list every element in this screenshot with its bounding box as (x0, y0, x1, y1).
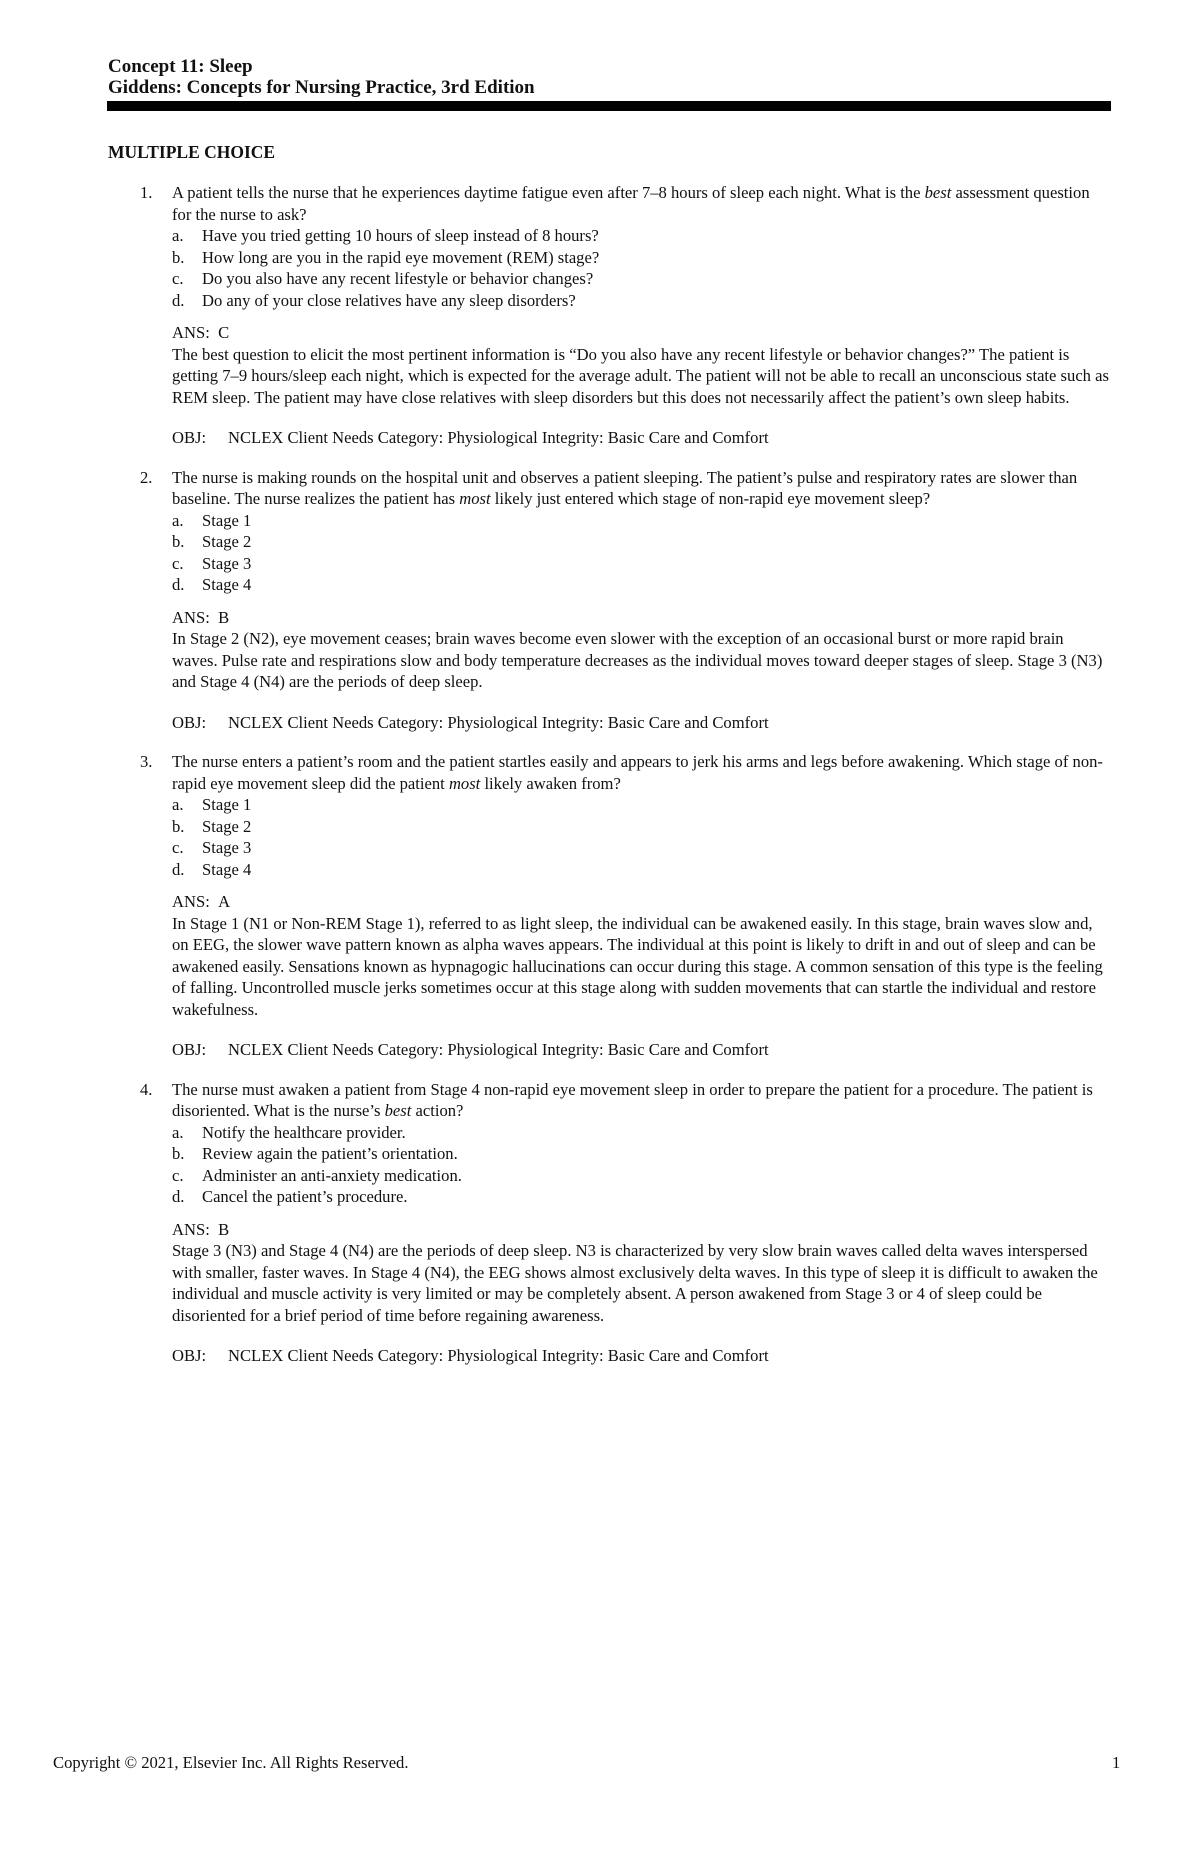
answer-rationale: In Stage 1 (N1 or Non-REM Stage 1), referred to as light sleep, the individual can be awakened easily. In this stage, brain waves slow and, on EEG, the slower wave pattern known as alpha waves appears. The individual at this point is likely to drift in and out of sleep and can be awakened easily. Sensations known as hypnagogic hallucinations can occur during this stage. A common sensation of this type is the feeling of falling. Uncontrolled muscle jerks sometimes occur at this stage along with sudden movements that can startle the individual and restore wakefulness. (172, 913, 1103, 1019)
option-letter: c. (172, 838, 184, 857)
option-text: Cancel the patient’s procedure. (202, 1187, 408, 1206)
stem-emphasis: most (448, 773, 481, 793)
objective (172, 1345, 1112, 1367)
question-number: 1. (140, 183, 153, 202)
option-letter: a. (172, 226, 184, 245)
option-letter: b. (172, 247, 185, 267)
option-text: Notify the healthcare provider. (202, 1122, 406, 1142)
option-letter: c. (172, 269, 184, 288)
objective-text: NCLEX Client Needs Category: Physiological Integrity: Basic Care and Comfort (228, 1346, 769, 1365)
answer-label: ANS: (172, 892, 210, 911)
option-letter: d. (172, 290, 185, 310)
stem-emphasis: best (384, 1101, 412, 1120)
answer-key (172, 322, 1112, 344)
book-title: Giddens: Concepts for Nursing Practice, 3rd Edition (108, 77, 535, 98)
option-text: Do any of your close relatives have any sleep disorders? (202, 290, 576, 310)
question-number: 3. (140, 752, 153, 771)
option-letter: c. (172, 1165, 184, 1185)
answer-option (172, 574, 1112, 596)
question-item (108, 751, 1112, 1061)
option-letter: d. (172, 575, 185, 594)
option-letter: a. (172, 1122, 184, 1142)
option-text: Stage 4 (202, 859, 252, 879)
option-text: Stage 3 (202, 553, 252, 573)
objective-text: NCLEX Client Needs Category: Physiological Integrity: Basic Care and Comfort (228, 428, 769, 447)
objective-text: NCLEX Client Needs Category: Physiological Integrity: Basic Care and Comfort (228, 1040, 769, 1059)
stem-emphasis: most (459, 489, 491, 508)
answer-key (172, 607, 1112, 629)
question-number: 4. (140, 1079, 153, 1099)
answer-option (172, 1165, 1112, 1187)
stem-emphasis: best (924, 183, 952, 202)
option-letter: b. (172, 816, 185, 836)
answer-option (172, 247, 1112, 269)
objective (172, 1039, 1112, 1061)
option-text: Stage 1 (202, 510, 252, 530)
answer-option (172, 1143, 1112, 1165)
answer-option (172, 268, 1112, 290)
answer-option (172, 510, 1112, 532)
objective (172, 712, 1112, 734)
answer-key (172, 1219, 1112, 1241)
option-text: Stage 4 (202, 575, 252, 594)
answer-option (172, 1186, 1112, 1208)
question-item (108, 1079, 1112, 1367)
section-title: MULTIPLE CHOICE (108, 142, 276, 162)
option-letter: d. (172, 1187, 185, 1206)
answer-option (172, 1122, 1112, 1144)
option-letter: b. (172, 1144, 185, 1163)
objective-text: NCLEX Client Needs Category: Physiological Integrity: Basic Care and Comfort (228, 712, 769, 732)
option-letter: a. (172, 795, 184, 814)
option-text: Have you tried getting 10 hours of sleep instead of 8 hours? (202, 226, 599, 245)
answer-key (172, 891, 1112, 913)
page-header (108, 56, 1108, 98)
question-stem: The nurse must awaken a patient from Stage 4 non-rapid eye movement sleep in order to prepare the patient for a procedure. The patient is disoriented. What is the nurse’s best action? (172, 1079, 1093, 1120)
option-text: Review again the patient’s orientation. (202, 1144, 458, 1163)
objective (172, 427, 1112, 449)
objective-label: OBJ: (172, 712, 207, 732)
option-text: How long are you in the rapid eye movement (REM) stage? (202, 247, 600, 267)
answer-option (172, 531, 1112, 553)
answer-option (172, 859, 1112, 881)
answer-value: B (218, 607, 230, 627)
answer-option (172, 837, 1112, 859)
option-text: Stage 2 (202, 532, 252, 551)
copyright-notice: Copyright © 2021, Elsevier Inc. All Rights Reserved. (53, 1753, 409, 1772)
question-stem: The nurse is making rounds on the hospital unit and observes a patient sleeping. The patient’s pulse and respiratory rates are slower than baseline. The nurse realizes the patient has most likely just entered which stage of non-rapid eye movement sleep? (172, 467, 1078, 508)
answer-option (172, 794, 1112, 816)
answer-label: ANS: (172, 323, 210, 342)
answer-value: B (218, 1219, 230, 1239)
answer-rationale: The best question to elicit the most pertinent information is “Do you also have any recent lifestyle or behavior changes?” The patient is getting 7–9 hours/sleep each night, which is expected for the average adult. The patient will not be able to recall an unconscious state such as REM sleep. The patient may have close relatives with sleep disorders but this does not necessarily affect the patient’s own sleep habits. (172, 344, 1109, 407)
question-item (108, 182, 1112, 449)
answer-rationale: In Stage 2 (N2), eye movement ceases; brain waves become even slower with the exception of an occasional burst or more rapid brain waves. Pulse rate and respirations slow and body temperature decreases as the individual moves toward deeper stages of sleep. Stage 3 (N3) and Stage 4 (N4) are the periods of deep sleep. (172, 629, 1103, 691)
answer-label: ANS: (172, 1219, 210, 1239)
answer-value: A (218, 892, 231, 911)
answer-label: ANS: (172, 607, 210, 627)
question-stem: A patient tells the nurse that he experiences daytime fatigue even after 7–8 hours of sleep each night. What is the best assessment question for the nurse to ask? (172, 183, 1090, 224)
answer-option (172, 816, 1112, 838)
answer-option (172, 553, 1112, 575)
concept-title: Concept 11: Sleep (108, 56, 253, 77)
option-text: Stage 3 (202, 838, 252, 857)
page-number: 1 (1112, 1753, 1121, 1772)
objective-label: OBJ: (172, 428, 207, 447)
answer-value: C (218, 323, 230, 342)
option-text: Administer an anti-anxiety medication. (202, 1165, 462, 1185)
question-item (108, 467, 1112, 734)
option-letter: d. (172, 859, 185, 879)
question-list (108, 182, 1112, 1385)
option-text: Stage 2 (202, 816, 252, 836)
option-text: Stage 1 (202, 795, 252, 814)
option-letter: b. (172, 532, 185, 551)
answer-rationale: Stage 3 (N3) and Stage 4 (N4) are the periods of deep sleep. N3 is characterized by very slow brain waves called delta waves interspersed with smaller, faster waves. In Stage 4 (N4), the EEG shows almost exclusively delta waves. In this type of sleep it is difficult to awaken the individual and muscle activity is very limited or may be completely absent. A person awakened from Stage 3 or 4 of sleep could be disoriented for a brief period of time before regaining awareness. (172, 1241, 1098, 1325)
option-letter: a. (172, 510, 184, 530)
question-stem: The nurse enters a patient’s room and the patient startles easily and appears to jerk his arms and legs before awakening. Which stage of non-rapid eye movement sleep did the patient most likely awaken from? (172, 752, 1103, 793)
objective-label: OBJ: (172, 1346, 207, 1365)
option-letter: c. (172, 553, 184, 573)
answer-option (172, 225, 1112, 247)
answer-option (172, 290, 1112, 312)
question-number: 2. (140, 467, 153, 487)
objective-label: OBJ: (172, 1040, 207, 1059)
header-rule (107, 101, 1111, 111)
option-text: Do you also have any recent lifestyle or behavior changes? (202, 269, 594, 288)
